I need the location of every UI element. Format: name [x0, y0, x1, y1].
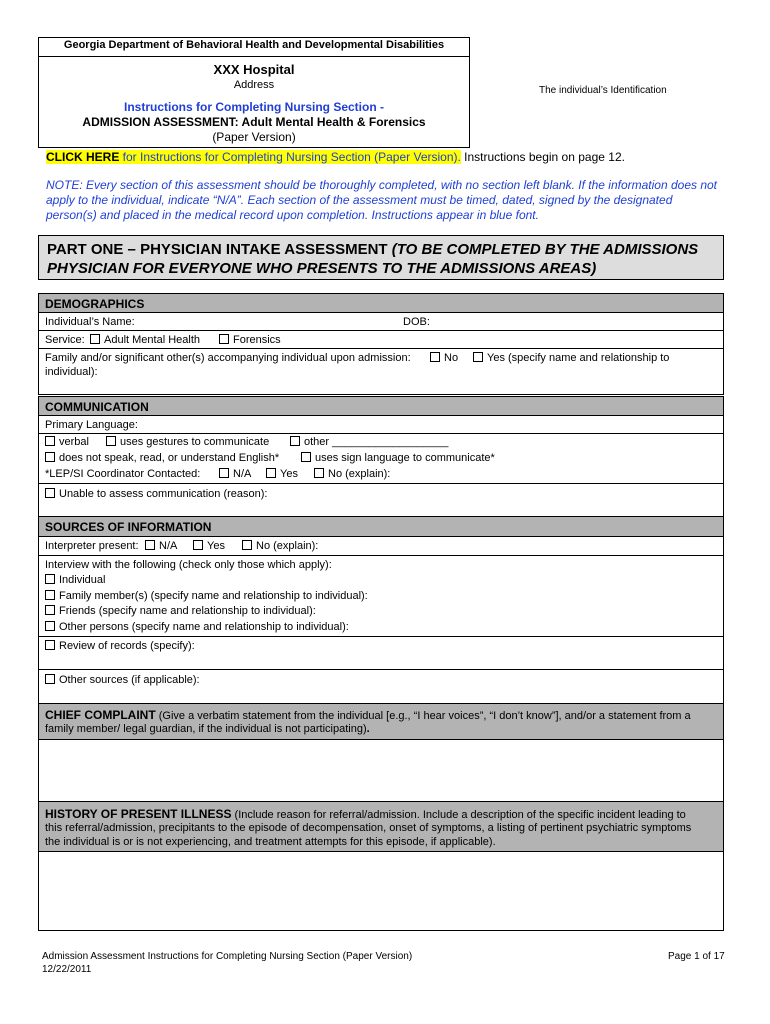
paper-version: (Paper Version): [212, 130, 296, 144]
lep-no-option[interactable]: No (explain):: [314, 468, 390, 480]
unable-row: [38, 484, 724, 517]
interview-other-option[interactable]: Other persons (specify name and relationship to individual):: [45, 621, 349, 633]
click-here-link[interactable]: CLICK HERE for Instructions for Completing Nursing Section (Paper Version).: [46, 150, 461, 164]
checkbox[interactable]: [45, 621, 55, 631]
primary-language-label: Primary Language:: [45, 419, 138, 431]
primary-language-row[interactable]: [38, 416, 724, 434]
other-sources-option[interactable]: Other sources (if applicable):: [45, 674, 200, 686]
checkbox[interactable]: [45, 452, 55, 462]
checkbox[interactable]: [290, 436, 300, 446]
interpreter-row: [38, 537, 724, 556]
checkbox[interactable]: [473, 352, 483, 362]
checkbox[interactable]: [90, 334, 100, 344]
service-row: [38, 331, 724, 349]
chief-complaint-title: CHIEF COMPLAINT: [45, 708, 156, 722]
checkbox[interactable]: [45, 574, 55, 584]
records-row: [38, 637, 724, 670]
checkbox[interactable]: [45, 674, 55, 684]
unable-option[interactable]: Unable to assess communication (reason):: [45, 488, 267, 500]
hpi-instr-1: (Include reason for referral/admission. Include a description of the specific incident leading to: [231, 809, 686, 821]
dob-label: DOB:: [403, 316, 430, 328]
family-no-option[interactable]: No: [430, 352, 458, 364]
chief-complaint-instr-end: .: [366, 723, 370, 735]
verbal-option[interactable]: verbal: [45, 436, 89, 448]
part-one-subtitle: PHYSICIAN FOR EVERYONE WHO PRESENTS TO THE ADMISSIONS AREAS): [47, 260, 597, 277]
service-adult-option[interactable]: Adult Mental Health: [90, 334, 200, 346]
demographics-header: DEMOGRAPHICS: [38, 293, 724, 313]
checkbox[interactable]: [430, 352, 440, 362]
hpi-title: HISTORY OF PRESENT ILLNESS: [45, 807, 232, 821]
part-one-box: [38, 235, 724, 280]
individual-identification: The individual’s Identification: [539, 85, 667, 96]
form-title: ADMISSION ASSESSMENT: Adult Mental Health & Forensics: [82, 115, 426, 129]
checkbox[interactable]: [145, 540, 155, 550]
interpreter-na-option[interactable]: N/A: [145, 540, 177, 552]
footer-page-number: Page 1 of 17: [668, 951, 725, 962]
hpi-instr-3: the individual is or is not experiencing, and treatment attempts for this episode, if applicable).: [45, 836, 496, 848]
checkbox[interactable]: [45, 640, 55, 650]
other-option[interactable]: other ___________________: [290, 436, 448, 448]
checkbox[interactable]: [106, 436, 116, 446]
checkbox[interactable]: [45, 605, 55, 615]
part-one-title: PART ONE – PHYSICIAN INTAKE ASSESSMENT (TO BE COMPLETED BY THE ADMISSIONS: [47, 241, 699, 258]
family-yes-option[interactable]: Yes (specify name and relationship to: [473, 352, 669, 364]
no-english-option[interactable]: does not speak, read, or understand English*: [45, 452, 279, 464]
checkbox[interactable]: [301, 452, 311, 462]
hospital-name: XXX Hospital: [213, 62, 295, 77]
checkbox[interactable]: [219, 468, 229, 478]
footer-date: 12/22/2011: [42, 964, 92, 975]
hpi-header: [38, 802, 724, 852]
note-text: NOTE: Every section of this assessment should be thoroughly completed, with no section left blank. If the information does not apply to the individual, indicate “N/A”. Each section of the assessment must be timed, dated, signed by the designated person(s) and placed in the medical record upon completion. Instructions appear in blue font.: [46, 178, 718, 222]
checkbox[interactable]: [242, 540, 252, 550]
checkbox[interactable]: [45, 488, 55, 498]
interview-friends-option[interactable]: Friends (specify name and relationship to individual):: [45, 605, 316, 617]
instructions-page: Instructions begin on page 12.: [464, 150, 625, 164]
checkbox[interactable]: [193, 540, 203, 550]
service-label: Service:: [45, 334, 85, 346]
lep-label: *LEP/SI Coordinator Contacted:: [45, 468, 201, 480]
gestures-option[interactable]: uses gestures to communicate: [106, 436, 269, 448]
checkbox[interactable]: [45, 436, 55, 446]
instructions-title: Instructions for Completing Nursing Section -: [123, 100, 384, 114]
name-row[interactable]: [38, 313, 724, 331]
chief-complaint-answer[interactable]: [38, 740, 724, 802]
name-label: Individual’s Name:: [45, 316, 135, 328]
hpi-instr-2: this referral/admission, precipitants to the episode of decompensation, onset of symptoms, a listing of pertinent psychiatric symptoms: [45, 822, 692, 834]
interview-individual-option[interactable]: Individual: [45, 574, 105, 586]
checkbox[interactable]: [219, 334, 229, 344]
interview-row: [38, 556, 724, 637]
family-cont: individual):: [45, 366, 98, 378]
hpi-answer[interactable]: [38, 852, 724, 931]
communication-options: [38, 434, 724, 484]
service-forensics-option[interactable]: Forensics: [219, 334, 281, 346]
click-here-line: [46, 150, 625, 164]
checkbox[interactable]: [45, 590, 55, 600]
records-option[interactable]: Review of records (specify):: [45, 640, 195, 652]
interview-label: Interview with the following (check only those which apply):: [45, 559, 332, 571]
department-name: Georgia Department of Behavioral Health and Developmental Disabilities: [63, 39, 445, 51]
chief-complaint-instr-1: (Give a verbatim statement from the individual [e.g., “I hear voices”, “I don’t know”], and/or a statement from a: [155, 710, 691, 722]
chief-complaint-instr-2: family member/ legal guardian, if the individual is not participating): [45, 723, 367, 735]
other-sources-row: [38, 670, 724, 704]
hospital-address: Address: [233, 79, 275, 91]
footer-doc-title: Admission Assessment Instructions for Completing Nursing Section (Paper Version): [42, 951, 413, 962]
communication-header: COMMUNICATION: [38, 396, 724, 416]
interpreter-label: Interpreter present:: [45, 540, 139, 552]
lep-yes-option[interactable]: Yes: [266, 468, 298, 480]
interview-family-option[interactable]: Family member(s) (specify name and relationship to individual):: [45, 590, 368, 602]
checkbox[interactable]: [314, 468, 324, 478]
interpreter-no-option[interactable]: No (explain):: [242, 540, 318, 552]
interpreter-yes-option[interactable]: Yes: [193, 540, 225, 552]
chief-complaint-header: [38, 704, 724, 740]
family-row: [38, 349, 724, 395]
sign-language-option[interactable]: uses sign language to communicate*: [301, 452, 495, 464]
family-label: Family and/or significant other(s) accompanying individual upon admission:: [45, 352, 411, 364]
sources-header: SOURCES OF INFORMATION: [38, 517, 724, 537]
checkbox[interactable]: [266, 468, 276, 478]
lep-na-option[interactable]: N/A: [219, 468, 251, 480]
